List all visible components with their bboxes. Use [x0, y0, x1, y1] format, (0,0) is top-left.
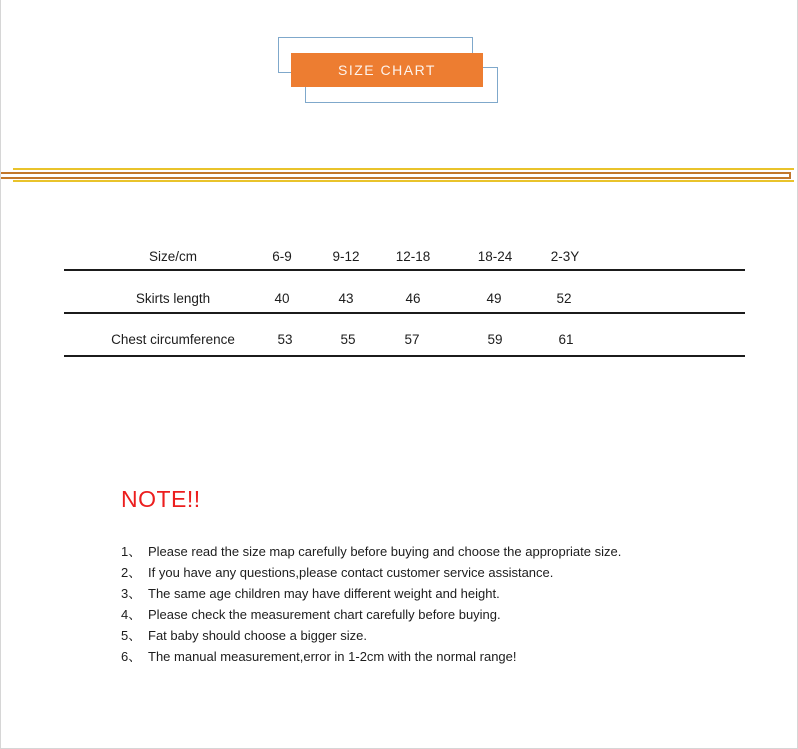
size-table-cell: 46: [405, 291, 421, 306]
size-table-header-col2: 9-12: [332, 249, 360, 264]
size-table-cell: 52: [556, 291, 572, 306]
size-table-cell: 40: [274, 291, 290, 306]
note-item-4: [121, 604, 621, 625]
note-heading: NOTE!!: [121, 486, 201, 512]
size-table-cell: 43: [338, 291, 354, 306]
size-table-header-col5: 2-3Y: [550, 249, 580, 264]
note-item-marker: 6、: [121, 649, 142, 664]
note-item-text: The same age children may have different weight and height.: [148, 586, 500, 601]
size-table-header-label: Size/cm: [148, 249, 198, 264]
size-table-cell: 53: [277, 332, 293, 347]
size-table-row-label: Skirts length: [135, 291, 211, 306]
size-table-cell: 61: [558, 332, 574, 347]
size-table-header-col3: 12-18: [395, 249, 431, 264]
note-item-6: [121, 646, 621, 667]
note-item-text: Please check the measurement chart carefully before buying.: [148, 607, 501, 622]
note-item-marker: 2、: [121, 565, 142, 580]
size-table-cell: 49: [486, 291, 502, 306]
note-item-1: [121, 541, 621, 562]
size-table-header-col1: 6-9: [272, 249, 292, 264]
size-table-cell: 55: [340, 332, 356, 347]
note-item-text: If you have any questions,please contact customer service assistance.: [148, 565, 554, 580]
size-table: [1, 0, 798, 360]
note-item-marker: 4、: [121, 607, 142, 622]
note-item-marker: 1、: [121, 544, 142, 559]
size-table-cell: 59: [487, 332, 503, 347]
note-item-text: Fat baby should choose a bigger size.: [148, 628, 367, 643]
size-chart-title: SIZE CHART: [338, 62, 436, 78]
note-item-3: [121, 583, 621, 604]
size-table-row-label: Chest circumference: [111, 332, 235, 347]
size-table-header-col4: 18-24: [477, 249, 513, 264]
table-rule-3: [64, 355, 745, 357]
size-table-cell: 57: [404, 332, 420, 347]
note-item-2: [121, 562, 621, 583]
note-item-marker: 5、: [121, 628, 142, 643]
note-item-text: Please read the size map carefully before buying and choose the appropriate size.: [148, 544, 622, 559]
table-rule-1: [64, 269, 745, 271]
note-item-marker: 3、: [121, 586, 142, 601]
table-rule-2: [64, 312, 745, 314]
note-item-text: The manual measurement,error in 1-2cm with the normal range!: [148, 649, 517, 664]
note-item-5: [121, 625, 621, 646]
notes-list: [121, 541, 621, 667]
